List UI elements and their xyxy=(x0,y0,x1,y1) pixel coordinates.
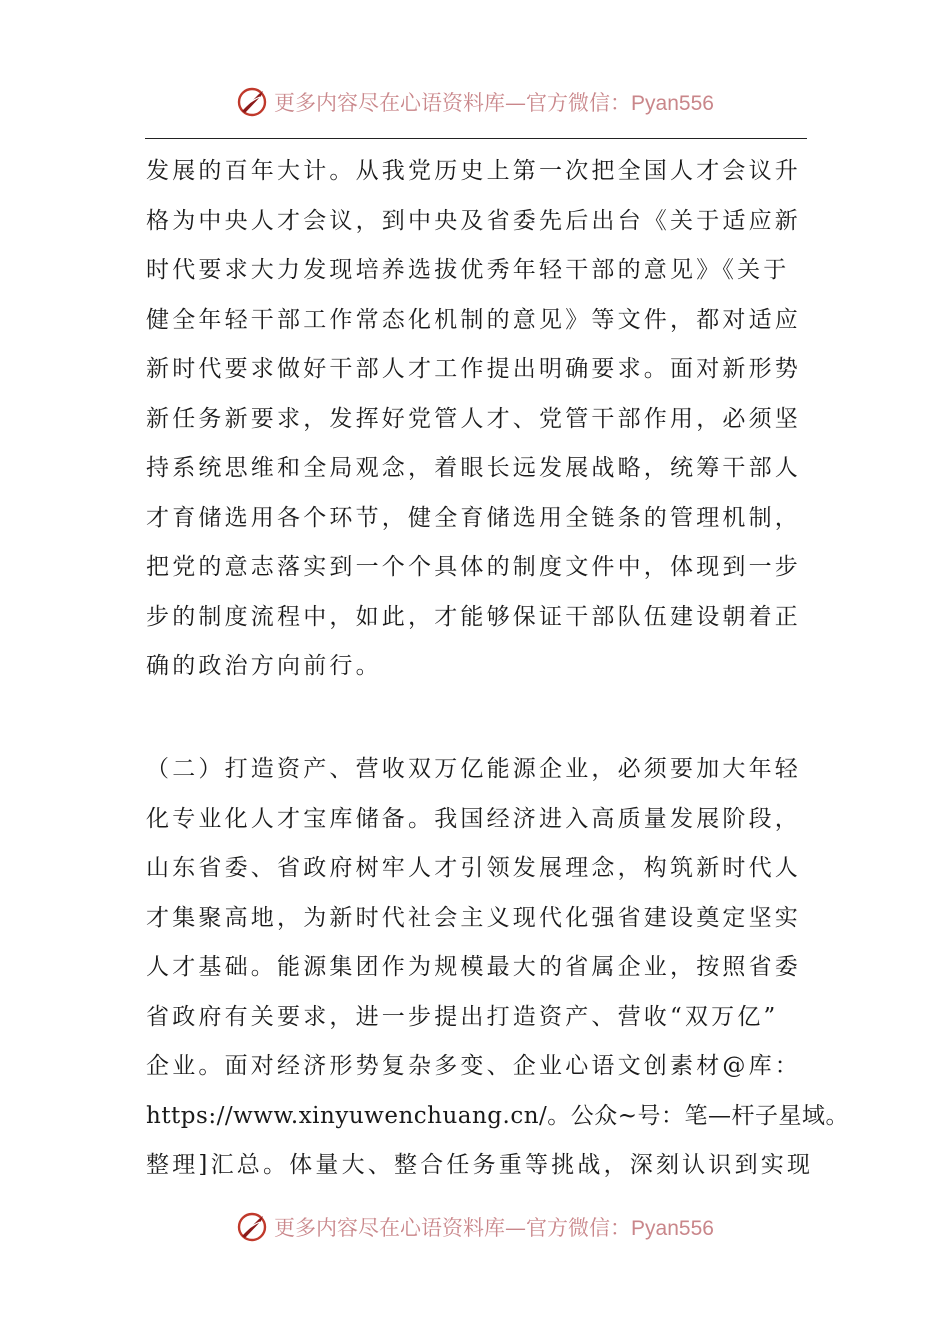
section-heading-line: （二）打造资产、营收双万亿能源企业，必须要加大年轻 xyxy=(146,756,801,782)
text-line: 整理]汇总。体量大、整合任务重等挑战，深刻认识到实现 xyxy=(146,1152,814,1178)
url-text-line: https://www.xinyuwenchuang.cn/。公众~号：笔—杆子星域。 xyxy=(146,1102,850,1129)
quill-pen-logo-icon xyxy=(236,1210,270,1244)
text-line: 省政府有关要求，进一步提出打造资产、营收“双万亿” xyxy=(146,1003,779,1030)
text-line: 山东省委、省政府树牢人才引领发展理念，构筑新时代人 xyxy=(146,855,801,881)
footer-watermark-banner xyxy=(0,1207,950,1247)
text-line: 新任务新要求，发挥好党管人才、党管干部作用，必须坚 xyxy=(146,405,801,432)
header-wechat-handle: Pyan556 xyxy=(631,92,714,115)
text-line: 人才基础。能源集团作为规模最大的省属企业，按照省委 xyxy=(146,954,801,980)
text-line: 才集聚高地，为新时代社会主义现代化强省建设奠定坚实 xyxy=(146,904,801,931)
footer-banner-text: 更多内容尽在心语资料库—官方微信：Pyan556 xyxy=(274,1216,714,1240)
text-line: 化专业化人才宝库储备。我国经济进入高质量发展阶段， xyxy=(146,805,801,832)
text-line: 新时代要求做好干部人才工作提出明确要求。面对新形势 xyxy=(146,356,801,382)
quill-pen-logo-icon xyxy=(236,85,270,119)
text-line: 企业。面对经济形势复杂多变、企业心语文创素材@库： xyxy=(146,1053,801,1079)
text-line: 健全年轻干部工作常态化机制的意见》等文件，都对适应 xyxy=(146,306,801,333)
text-line: 步的制度流程中，如此，才能够保证干部队伍建设朝着正 xyxy=(146,603,801,630)
text-line: 发展的百年大计。从我党历史上第一次把全国人才会议升 xyxy=(146,158,801,184)
header-divider xyxy=(145,138,807,139)
paragraph-1 xyxy=(146,147,808,692)
text-line: 把党的意志落实到一个个具体的制度文件中，体现到一步 xyxy=(146,554,801,580)
text-line: 格为中央人才会议，到中央及省委先后出台《关于适应新 xyxy=(146,207,801,234)
header-banner-text: 更多内容尽在心语资料库—官方微信：Pyan556 xyxy=(274,91,714,115)
paragraph-2 xyxy=(146,745,850,1191)
text-line: 确的政治方向前行。 xyxy=(146,653,382,679)
text-line: 时代要求大力发现培养选拔优秀年轻干部的意见》《关于 xyxy=(146,257,790,283)
header-watermark-banner xyxy=(0,82,950,122)
text-line: 持系统思维和全局观念，着眼长远发展战略，统筹干部人 xyxy=(146,455,801,481)
text-line: 才育储选用各个环节，健全育储选用全链条的管理机制， xyxy=(146,504,801,531)
footer-wechat-handle: Pyan556 xyxy=(631,1217,714,1240)
